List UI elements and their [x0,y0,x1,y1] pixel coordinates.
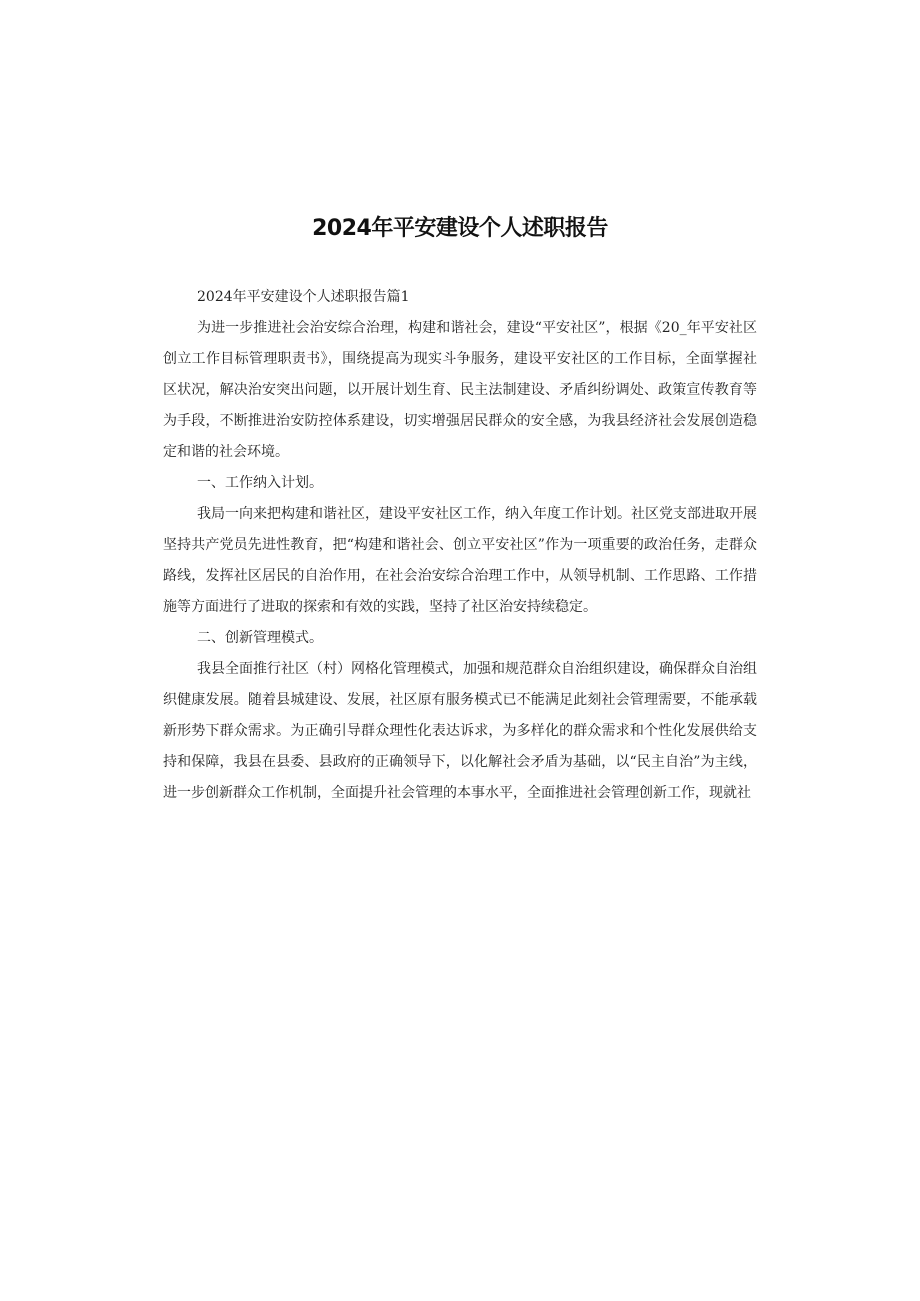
intro-paragraph: 为进一步推进社会治安综合治理，构建和谐社会，建设“平安社区”，根据《20_年平安社区创立工作目标管理职责书》，围绕提高为现实斗争服务，建设平安社区的工作目标，全面掌握社区状况，解决治安突出问题，以开展计划生育、民主法制建设、矛盾纠纷调处、政策宣传教育等为手段，不断推进治安防控体系建设，切实增强居民群众的安全感，为我县经济社会发展创造稳定和谐的社会环境。 [163,320,757,460]
section-heading-management-mode: 二、创新管理模式。 [197,630,323,646]
work-plan-paragraph: 我局一向来把构建和谐社区，建设平安社区工作，纳入年度工作计划。社区党支部进取开展坚持共产党员先进性教育，把“构建和谐社会、创立平安社区”作为一项重要的政治任务，走群众路线，发挥社区居民的自治作用，在社会治安综合治理工作中，从领导机制、工作思路、工作措施等方面进行了进取的探索和有效的实践，坚持了社区治安持续稳定。 [163,506,757,615]
management-mode-paragraph: 我县全面推行社区（村）网格化管理模式，加强和规范群众自治组织建设，确保群众自治组织健康发展。随着县城建设、发展，社区原有服务模式已不能满足此刻社会管理需要，不能承载新形势下群众需求。为正确引导群众理性化表达诉求，为多样化的群众需求和个性化发展供给支持和保障，我县在县委、县政府的正确领导下，以化解社会矛盾为基础，以“民主自治”为主线，进一步创新群众工作机制，全面提升社会管理的本事水平，全面推进社会管理创新工作，现就社 [163,661,757,801]
section-heading-work-plan: 一、工作纳入计划。 [197,475,323,491]
document-title: 2024年平安建设个人述职报告 [312,216,608,241]
document-body [163,282,757,809]
section-heading-part-1: 2024年平安建设个人述职报告篇1 [197,289,410,305]
